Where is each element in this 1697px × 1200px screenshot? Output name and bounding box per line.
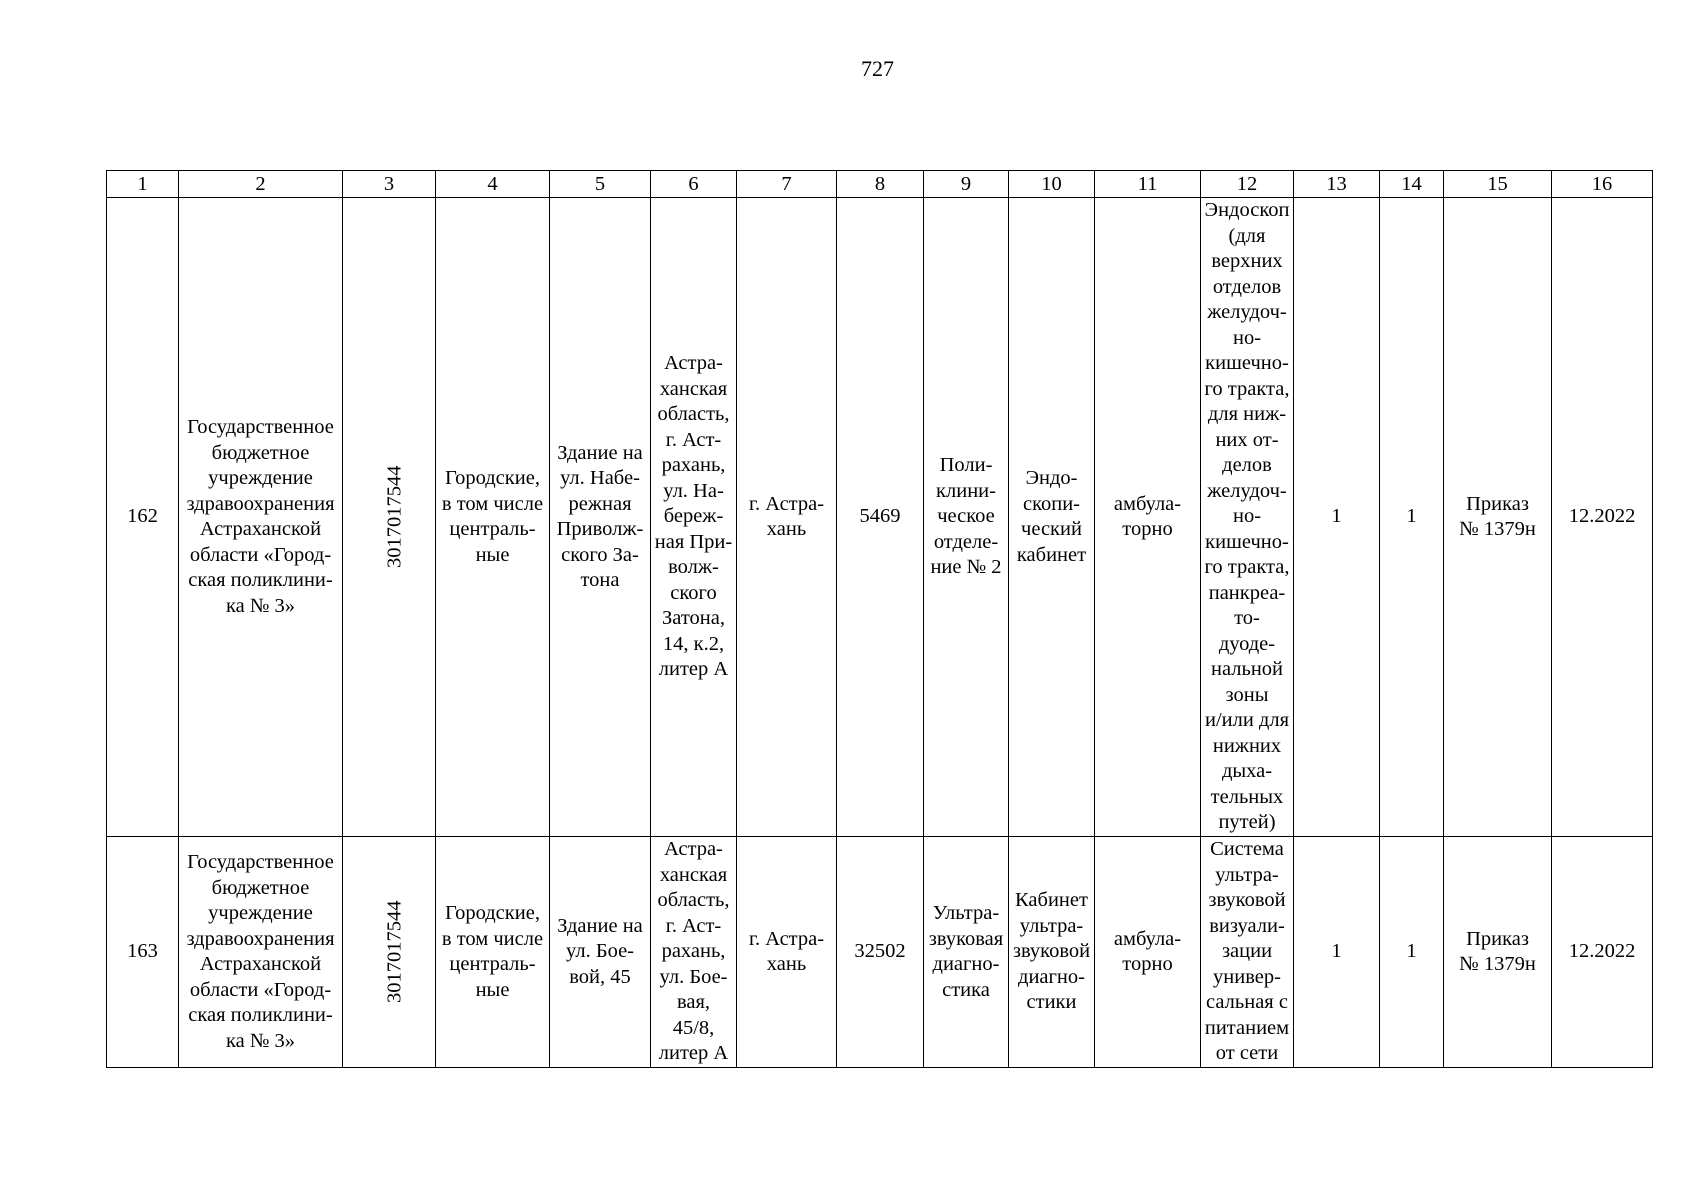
column-number: 4 (436, 171, 550, 198)
quantity-planned: 1 (1406, 505, 1417, 528)
settlement-type: Городские, в том числе централь- ные (441, 467, 544, 566)
address: Астра- ханская область, г. Аст- рахань, ул. Бое- вая, 45/8, литер А (657, 838, 730, 1065)
settlement-type-cell (436, 198, 550, 837)
room-cell (1009, 837, 1095, 1068)
quantity-cell (1380, 837, 1444, 1068)
table-row (107, 198, 1653, 837)
room: Кабинет ультра- звуковой диагно- стики (1012, 889, 1091, 1014)
column-number: 7 (737, 171, 837, 198)
building-cell (550, 837, 651, 1068)
column-number: 8 (837, 171, 924, 198)
column-number: 10 (1009, 171, 1095, 198)
quantity-cell (1294, 198, 1380, 837)
address: Астра- ханская область, г. Аст- рахань, ул. На- береж- ная При- волж- ского Затона, 14, к.2, литер А (654, 352, 733, 681)
room-cell (1009, 198, 1095, 837)
inn-cell (343, 198, 436, 837)
settlement-type: Городские, в том числе централь- ные (441, 902, 544, 1001)
city: г. Астра- хань (748, 927, 825, 975)
table-row (107, 837, 1653, 1068)
date-cell (1552, 198, 1653, 837)
date: 12.2022 (1568, 940, 1636, 963)
inn-cell (343, 837, 436, 1068)
column-number: 11 (1095, 171, 1201, 198)
quantity-cell (1380, 198, 1444, 837)
column-number: 5 (550, 171, 651, 198)
department-cell (924, 198, 1009, 837)
column-number: 16 (1552, 171, 1653, 198)
organization-cell (179, 837, 343, 1068)
row-number-cell (107, 198, 179, 837)
city: г. Астра- хань (748, 492, 825, 540)
row-number: 162 (127, 505, 158, 528)
order-reference: Приказ № 1379н (1459, 492, 1536, 540)
column-number: 15 (1444, 171, 1552, 198)
address-cell (651, 837, 737, 1068)
page-number: 727 (861, 56, 894, 81)
column-number: 1 (107, 171, 179, 198)
department-cell (924, 837, 1009, 1068)
code-cell (837, 837, 924, 1068)
room: Эндо- скопи- ческий кабинет (1016, 467, 1087, 566)
code-cell (837, 198, 924, 837)
order-cell (1444, 198, 1552, 837)
column-number: 3 (343, 171, 436, 198)
equipment: Система ультра- звуковой визуали- зации универ- сальная с питанием от сети (1204, 838, 1290, 1065)
table-header-row (107, 171, 1653, 198)
quantity-cell (1294, 837, 1380, 1068)
organization-name: Государственное бюджетное учреждение здравоохранения Астраханской области «Город- ская поликлини- ка № 3» (186, 416, 335, 617)
inn-value: 3017017544 (383, 900, 406, 1004)
column-number: 12 (1201, 171, 1294, 198)
care-form: амбула- торно (1113, 492, 1182, 540)
organization-name: Государственное бюджетное учреждение здравоохранения Астраханской области «Город- ская поликлини- ка № 3» (186, 851, 335, 1052)
city-cell (737, 198, 837, 837)
organization-cell (179, 198, 343, 837)
care-form-cell (1095, 837, 1201, 1068)
address-cell (651, 198, 737, 837)
equipment: Эндоскоп (для верхних отделов желудоч- но- кишечно- го тракта, для ниж- них от- делов желудоч- но- кишечно- го тракта, панкреа- то- дуоде- нальной зоны и/или для нижних дыха- тельных путей) (1204, 199, 1290, 834)
registry-table (106, 170, 1653, 1068)
code: 32502 (854, 940, 906, 963)
department: Поли- клини- ческое отделе- ние № 2 (930, 454, 1002, 579)
building-name: Здание на ул. Бое- вой, 45 (557, 914, 643, 988)
column-number: 6 (651, 171, 737, 198)
inn-value: 3017017544 (383, 465, 406, 569)
care-form-cell (1095, 198, 1201, 837)
row-number-cell (107, 837, 179, 1068)
quantity-required: 1 (1331, 505, 1342, 528)
quantity-required: 1 (1331, 940, 1342, 963)
building-name: Здание на ул. Набе- режная Приволж- ского За- тона (556, 441, 644, 591)
column-number: 9 (924, 171, 1009, 198)
city-cell (737, 837, 837, 1068)
date-cell (1552, 837, 1653, 1068)
equipment-cell (1201, 837, 1294, 1068)
column-number: 13 (1294, 171, 1380, 198)
column-number: 14 (1380, 171, 1444, 198)
department: Ультра- звуковая диагно- стика (928, 902, 1004, 1001)
order-reference: Приказ № 1379н (1459, 927, 1536, 975)
settlement-type-cell (436, 837, 550, 1068)
code: 5469 (859, 505, 901, 528)
row-number: 163 (127, 940, 158, 963)
equipment-cell (1201, 198, 1294, 837)
column-number: 2 (179, 171, 343, 198)
care-form: амбула- торно (1113, 927, 1182, 975)
quantity-planned: 1 (1406, 940, 1417, 963)
order-cell (1444, 837, 1552, 1068)
building-cell (550, 198, 651, 837)
date: 12.2022 (1568, 505, 1636, 528)
